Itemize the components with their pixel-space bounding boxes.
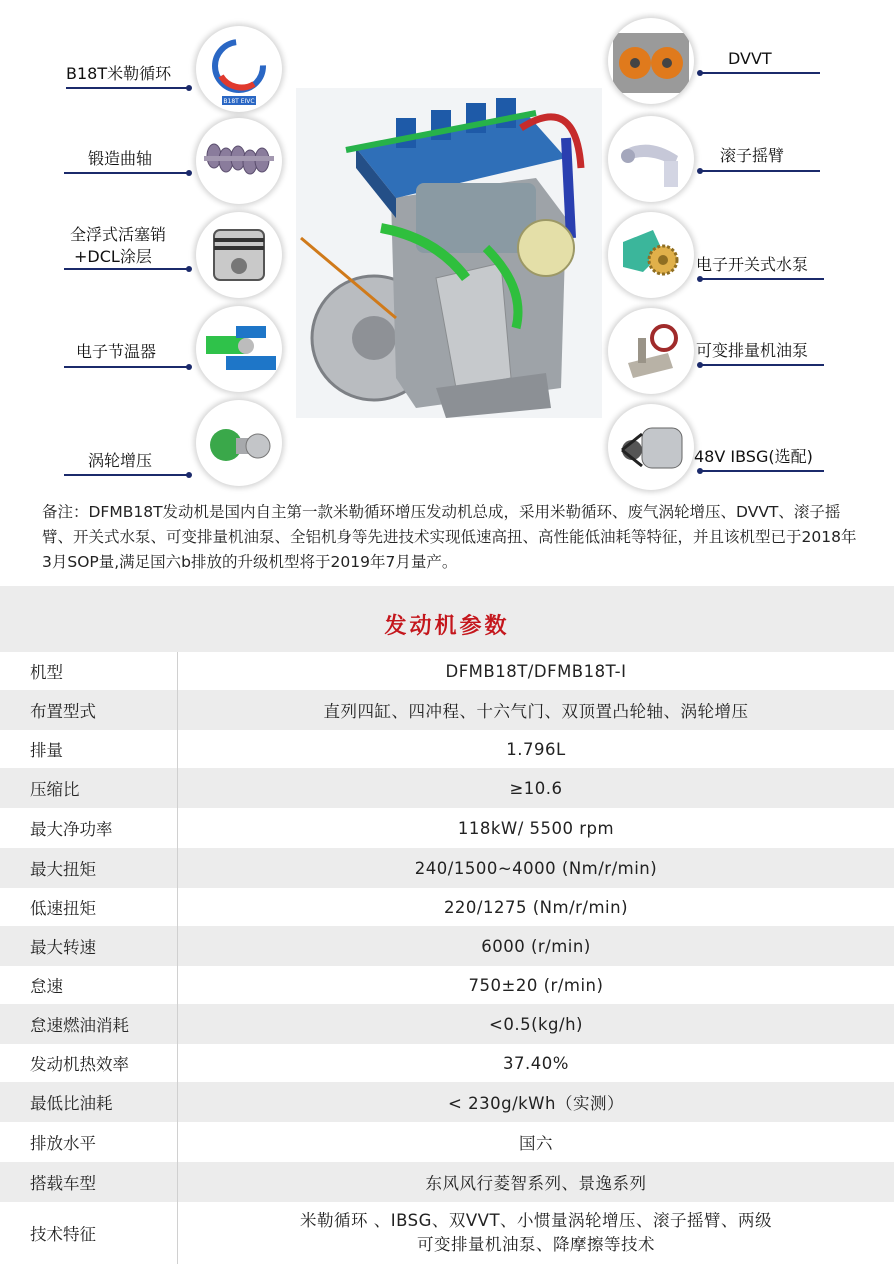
oil-pump-icon	[608, 308, 694, 394]
leader-line	[66, 87, 188, 89]
feature-label-ibsg: 48V IBSG(选配)	[694, 447, 813, 466]
table-row	[0, 966, 894, 1004]
param-value: ≥10.6	[509, 778, 563, 798]
leader-dot	[186, 266, 192, 272]
leader-dot	[186, 170, 192, 176]
param-key: 怠速	[0, 966, 178, 1004]
bubble-water-pump	[608, 212, 694, 298]
param-key: 最大扭矩	[0, 848, 178, 888]
water-pump-icon	[608, 212, 694, 298]
logo-caption: B18T EIVC	[223, 98, 255, 105]
feature-label-oil-pump: 可变排量机油泵	[696, 341, 809, 360]
engine-illustration	[296, 88, 602, 418]
turbocharger-icon	[196, 400, 282, 486]
bubble-miller-cycle	[196, 26, 282, 112]
param-key: 低速扭矩	[0, 888, 178, 926]
engine-icon	[296, 88, 602, 418]
table-row	[0, 652, 894, 690]
feature-label-thermostat: 电子节温器	[76, 342, 157, 361]
param-value: 国六	[519, 1134, 553, 1153]
params-table	[0, 652, 894, 1264]
dvvt-phaser-icon	[608, 18, 694, 104]
table-row	[0, 1004, 894, 1044]
bubble-ibsg	[608, 404, 694, 490]
param-value: 220/1275 (Nm/r/min)	[443, 897, 629, 917]
params-title: 发动机参数	[384, 614, 510, 639]
crankshaft-icon	[196, 118, 282, 204]
leader-dot	[697, 168, 703, 174]
table-row	[0, 730, 894, 768]
param-key: 怠速燃油消耗	[0, 1004, 178, 1044]
table-row	[0, 888, 894, 926]
param-value: DFMB18T/DFMB18T-I	[445, 661, 627, 681]
param-key: 压缩比	[0, 768, 178, 808]
param-value: 东风风行菱智系列、景逸系列	[425, 1174, 647, 1193]
leader-line	[64, 366, 188, 368]
param-key: 技术特征	[0, 1202, 178, 1264]
leader-dot	[186, 85, 192, 91]
leader-line	[64, 474, 188, 476]
leader-dot	[697, 468, 703, 474]
leader-dot	[186, 472, 192, 478]
feature-label-dvvt: DVVT	[728, 49, 772, 68]
leader-line	[64, 172, 188, 174]
table-row	[0, 690, 894, 730]
table-row	[0, 768, 894, 808]
feature-label-turbocharger: 涡轮增压	[88, 451, 153, 470]
leader-dot	[697, 362, 703, 368]
bubble-thermostat	[196, 306, 282, 392]
param-key: 最大转速	[0, 926, 178, 966]
param-key: 发动机热效率	[0, 1044, 178, 1082]
feature-label-water-pump: 电子开关式水泵	[696, 255, 809, 274]
param-key: 排量	[0, 730, 178, 768]
table-row	[0, 1122, 894, 1162]
table-row	[0, 1044, 894, 1082]
leader-dot	[186, 364, 192, 370]
table-row	[0, 1202, 894, 1264]
leader-line	[700, 278, 824, 280]
feature-label-roller-rocker: 滚子摇臂	[720, 146, 785, 165]
leader-line	[700, 364, 824, 366]
leader-line	[64, 268, 188, 270]
table-row	[0, 926, 894, 966]
params-title-bar	[0, 586, 894, 652]
param-key: 搭载车型	[0, 1162, 178, 1202]
param-value: 6000 (r/min)	[481, 936, 591, 956]
param-value: < 230g/kWh（实测）	[448, 1094, 624, 1113]
param-value: 1.796L	[506, 739, 566, 759]
thermostat-icon	[196, 306, 282, 392]
leader-line	[700, 72, 820, 74]
feature-diagram	[0, 0, 894, 490]
bubble-roller-rocker	[608, 116, 694, 202]
param-key: 布置型式	[0, 690, 178, 730]
param-value: 750±20 (r/min)	[468, 975, 604, 995]
param-value: 240/1500~4000 (Nm/r/min)	[414, 858, 658, 878]
feature-label-crankshaft: 锻造曲轴	[88, 149, 153, 168]
param-key: 机型	[0, 652, 178, 690]
bubble-dvvt	[608, 18, 694, 104]
table-row	[0, 848, 894, 888]
bubble-crankshaft	[196, 118, 282, 204]
piston-icon	[196, 212, 282, 298]
leader-dot	[697, 276, 703, 282]
bubble-piston	[196, 212, 282, 298]
bubble-oil-pump	[608, 308, 694, 394]
table-row	[0, 1082, 894, 1122]
leader-dot	[697, 70, 703, 76]
roller-rocker-icon	[608, 116, 694, 202]
table-row	[0, 808, 894, 848]
param-value: 米勒循环 、IBSG、双VVT、小惯量涡轮增压、滚子摇臂、两级 可变排量机油泵、降摩擦等技术	[299, 1211, 773, 1254]
feature-label-piston-line1: 全浮式活塞销	[70, 225, 167, 244]
param-key: 最大净功率	[0, 808, 178, 848]
param-value: 118kW/ 5500 rpm	[457, 818, 615, 838]
table-row	[0, 1162, 894, 1202]
feature-label-miller-cycle: B18T米勒循环	[66, 64, 172, 83]
leader-line	[700, 470, 824, 472]
param-value: 37.40%	[503, 1053, 569, 1073]
miller-cycle-logo-icon	[196, 26, 282, 112]
param-value: <0.5(kg/h)	[489, 1014, 583, 1034]
bubble-turbocharger	[196, 400, 282, 486]
param-key: 排放水平	[0, 1122, 178, 1162]
ibsg-motor-icon	[608, 404, 694, 490]
leader-line	[700, 170, 820, 172]
feature-label-piston-line2: +DCL涂层	[74, 247, 152, 266]
engine-note: 备注：DFMB18T发动机是国内自主第一款米勒循环增压发动机总成，采用米勒循环、废气涡轮增压、DVVT、滚子摇臂、开关式水泵、可变排量机油泵、全铝机身等先进技术实现低速高扭、高性能低油耗等特征，并且该机型已于2018年3月SOP量,满足国六b排放的升级机型将于2019年7月量产。	[42, 503, 857, 571]
param-value: 直列四缸、四冲程、十六气门、双顶置凸轮轴、涡轮增压	[323, 702, 749, 721]
param-key: 最低比油耗	[0, 1082, 178, 1122]
